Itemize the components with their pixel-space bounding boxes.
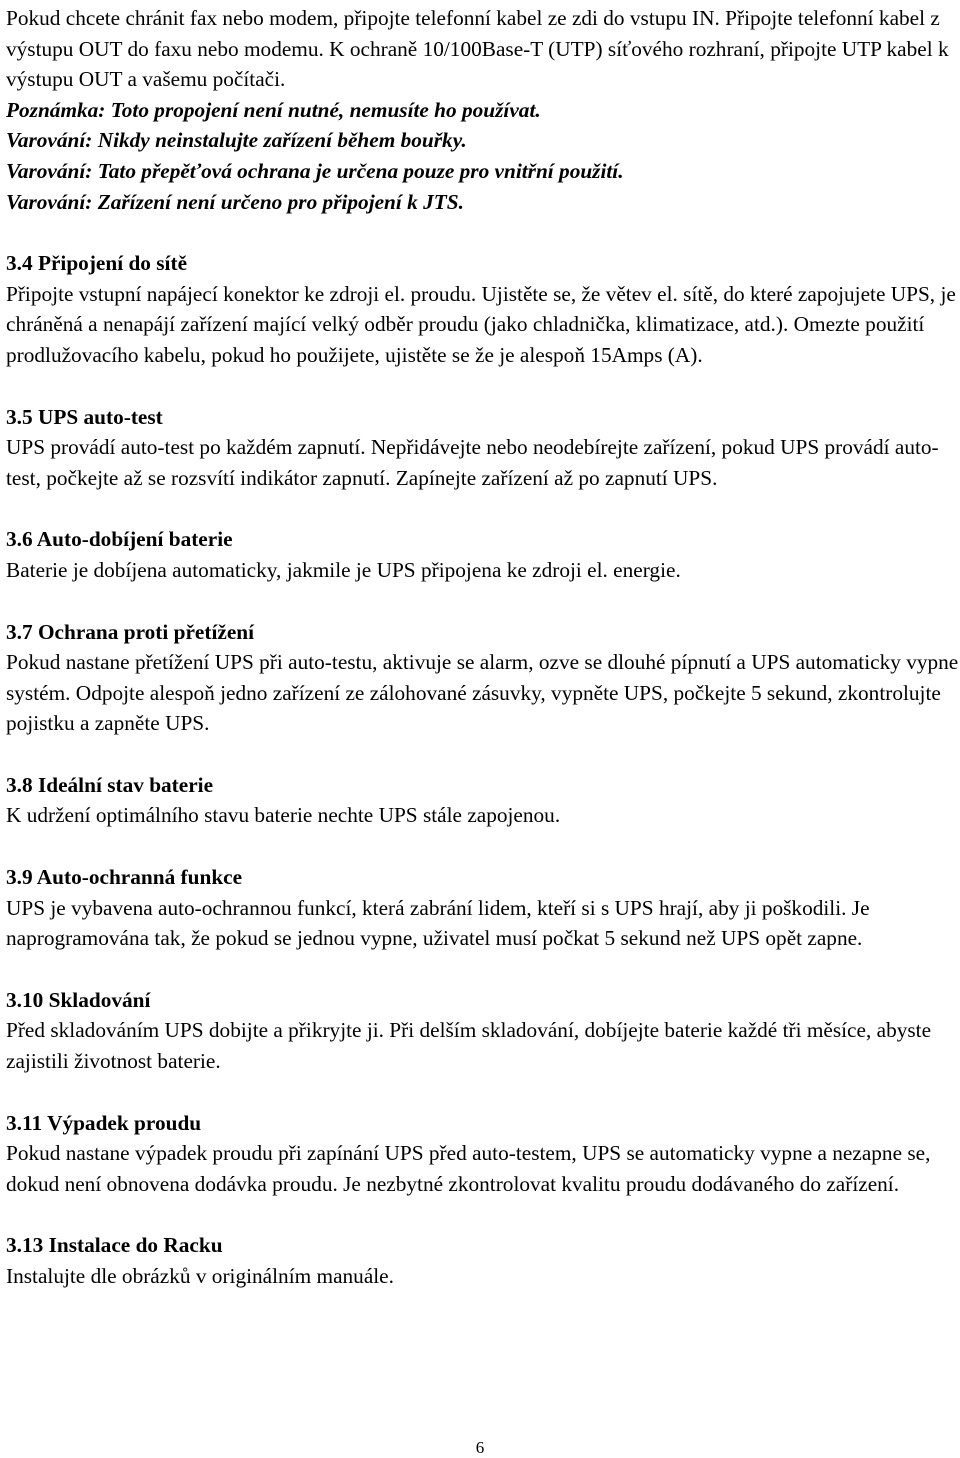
section-title: Instalace do Racku — [48, 1233, 223, 1258]
section-number: 3.13 — [6, 1233, 44, 1258]
section-body: Baterie je dobíjena automaticky, jakmile je UPS připojena ke zdroji el. energie. — [6, 557, 681, 582]
section-number: 3.8 — [6, 772, 33, 797]
section-number: 3.4 — [6, 251, 33, 276]
section-body: Před skladováním UPS dobijte a přikryjte ji. Při delším skladování, dobíjejte baterie každé tři měsíce, abyste zajistili životnost baterie. — [6, 1018, 932, 1074]
section-body: Připojte vstupní napájecí konektor ke zdroji el. proudu. Ujistěte se, že větev el. sítě, do které zapojujete UPS, je chráněná a nenapájí zařízení mající velký odběr proudu (jako chladnička, klimatizace, atd.). Omezte použití prodlužovacího kabelu, pokud ho použijete, ujistěte se že je alespoň 15Amps (A). — [6, 281, 956, 367]
spacer — [6, 1077, 960, 1108]
section-title: Výpadek proudu — [47, 1110, 202, 1135]
section-body: Pokud nastane přetížení UPS při auto-testu, aktivuje se alarm, ozve se dlouhé pípnutí a UPS automaticky vypne systém. Odpojte alespoň jedno zařízení ze zálohované zásuvky, vypněte UPS, počkejte 5 sekund, zkontrolujte pojistku a zapněte UPS. — [6, 650, 959, 736]
section-number: 3.9 — [6, 865, 33, 890]
warning-storm: Varování: Nikdy neinstalujte zařízení během bouřky. — [6, 128, 467, 153]
spacer — [6, 831, 960, 862]
section-body: Pokud nastane výpadek proudu při zapínání UPS před auto-testem, UPS se automaticky vypne a nezapne se, dokud není obnovena dodávka proudu. Je nezbytné zkontrolovat kvalitu proudu dodávaného do zařízení. — [6, 1141, 931, 1196]
intro-block — [6, 3, 960, 217]
section-title: Auto-dobíjení baterie — [36, 527, 233, 552]
section-heading — [6, 617, 960, 648]
spacer — [6, 954, 960, 985]
warning-jts: Varování: Zařízení není určeno pro připojení k JTS. — [6, 189, 464, 214]
warning-indoor: Varování: Tato přepěťová ochrana je určena pouze pro vnitřní použití. — [6, 158, 624, 183]
note-poznamka: Poznámka: Toto propojení není nutné, nemusíte ho používat. — [6, 97, 541, 122]
intro-paragraph: Pokud chcete chránit fax nebo modem, připojte telefonní kabel ze zdi do vstupu IN. Připojte telefonní kabel z výstupu OUT do faxu nebo modemu. K ochraně 10/100Base-T (UTP) síťového rozhraní, připojte UTP kabel k výstupu OUT a vašemu počítači. — [6, 6, 949, 92]
section-title: Ideální stav baterie — [37, 772, 214, 797]
section-3-13 — [6, 1230, 960, 1291]
section-heading — [6, 402, 960, 433]
section-3-5 — [6, 402, 960, 494]
section-3-8 — [6, 770, 960, 831]
spacer — [6, 586, 960, 617]
spacer — [6, 739, 960, 770]
section-title: Připojení do sítě — [37, 251, 188, 276]
section-3-6 — [6, 524, 960, 585]
section-body: Instalujte dle obrázků v originálním manuále. — [6, 1264, 394, 1288]
section-number: 3.11 — [6, 1110, 43, 1135]
section-body: K udržení optimálního stavu baterie nechte UPS stále zapojenou. — [6, 803, 561, 828]
section-title: Auto-ochranná funkce — [36, 865, 243, 890]
spacer — [6, 1199, 960, 1230]
section-title: Skladování — [48, 987, 151, 1012]
section-heading — [6, 862, 960, 893]
section-body: UPS provádí auto-test po každém zapnutí. Nepřidávejte nebo neodebírejte zařízení, pokud UPS provádí auto-test, počkejte až se rozsvítí indikátor zapnutí. Zapínejte zařízení až po zapnutí UPS. — [6, 435, 939, 490]
section-3-11 — [6, 1108, 960, 1200]
section-heading — [6, 770, 960, 801]
section-heading — [6, 985, 960, 1016]
section-heading — [6, 1230, 960, 1261]
page-number: 6 — [475, 1438, 485, 1457]
section-number: 3.5 — [6, 404, 33, 429]
spacer — [6, 493, 960, 524]
section-title: UPS auto-test — [37, 404, 163, 429]
spacer — [6, 371, 960, 402]
section-number: 3.7 — [6, 619, 33, 644]
section-3-9 — [6, 862, 960, 954]
section-3-4 — [6, 248, 960, 370]
section-title: Ochrana proti přetížení — [37, 619, 255, 644]
section-body: UPS je vybavena auto-ochrannou funkcí, která zabrání lidem, kteří si s UPS hrají, aby ji poškodili. Je naprogramována tak, že pokud se jednou vypne, uživatel musí počkat 5 sekund než UPS opět zapne. — [6, 895, 870, 951]
section-3-10 — [6, 985, 960, 1077]
section-3-7 — [6, 617, 960, 739]
section-heading — [6, 1108, 960, 1139]
section-heading — [6, 248, 960, 279]
spacer — [6, 217, 960, 248]
section-number: 3.6 — [6, 527, 33, 552]
section-number: 3.10 — [6, 987, 44, 1012]
section-heading — [6, 524, 960, 555]
